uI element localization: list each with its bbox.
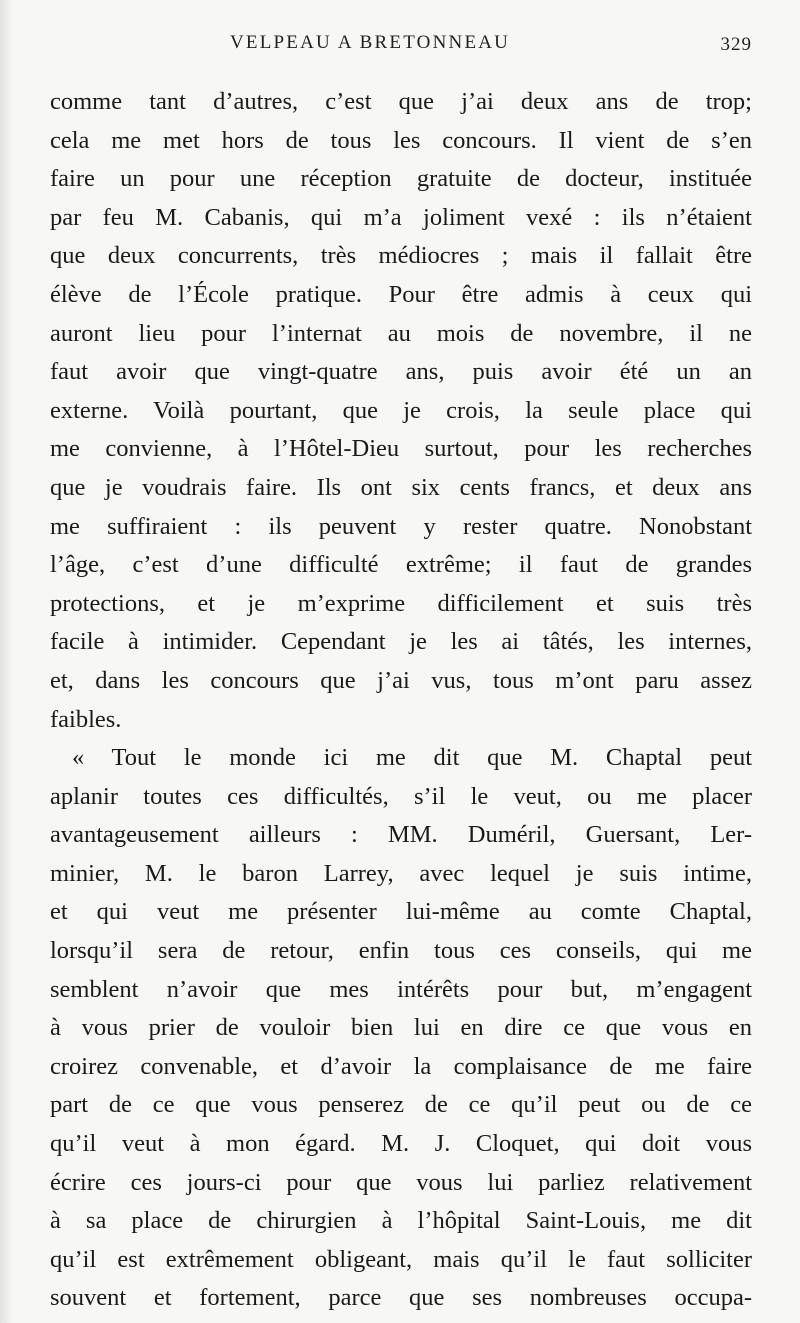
- text-line: me convienne, à l’Hôtel-Dieu surtout, pour les recherches: [50, 435, 752, 463]
- body-text: [50, 83, 752, 1318]
- text-line: et, dans les concours que j’ai vus, tous m’ont paru assez: [50, 666, 752, 694]
- text-line: externe. Voilà pourtant, que je crois, la seule place qui: [50, 396, 752, 424]
- text-line: facile à intimider. Cependant je les ai tâtés, les internes,: [50, 628, 752, 656]
- text-line: me suffiraient : ils peuvent y rester quatre. Nonobstant: [50, 512, 752, 540]
- text-line: écrire ces jours-ci pour que vous lui parliez relativement: [50, 1168, 752, 1196]
- text-line: l’âge, c’est d’une difficulté extrême; il faut de grandes: [50, 551, 752, 579]
- paragraph-end-line: faibles.: [50, 705, 122, 733]
- text-line: par feu M. Cabanis, qui m’a joliment vexé : ils n’étaient: [50, 203, 752, 231]
- text-line: protections, et je m’exprime difficilement et suis très: [50, 589, 752, 617]
- running-title: VELPEAU A BRETONNEAU: [230, 32, 511, 53]
- text-line: que je voudrais faire. Ils ont six cents francs, et deux ans: [50, 473, 752, 501]
- text-line: avantageusement ailleurs : MM. Duméril, Guersant, Ler-: [50, 821, 752, 849]
- running-head: [50, 32, 752, 62]
- text-line: faut avoir que vingt-quatre ans, puis avoir été un an: [50, 358, 752, 386]
- text-line: et qui veut me présenter lui-même au comte Chaptal,: [50, 898, 752, 926]
- text-line: lorsqu’il sera de retour, enfin tous ces conseils, qui me: [50, 937, 752, 965]
- text-line: que deux concurrents, très médiocres ; mais il fallait être: [50, 242, 752, 270]
- text-line: semblent n’avoir que mes intérêts pour but, m’engagent: [50, 975, 752, 1003]
- text-line: auront lieu pour l’internat au mois de novembre, il ne: [50, 319, 752, 347]
- text-line: part de ce que vous penserez de ce qu’il peut ou de ce: [50, 1091, 752, 1119]
- text-line: à vous prier de vouloir bien lui en dire ce que vous en: [50, 1014, 752, 1042]
- text-line: comme tant d’autres, c’est que j’ai deux ans de trop;: [50, 88, 752, 115]
- text-line: qu’il veut à mon égard. M. J. Cloquet, qui doit vous: [50, 1130, 752, 1158]
- page-number: 329: [720, 34, 752, 55]
- text-line: faire un pour une réception gratuite de docteur, instituée: [50, 165, 752, 193]
- text-line: minier, M. le baron Larrey, avec lequel je suis intime,: [50, 859, 752, 887]
- text-line: cela me met hors de tous les concours. Il vient de s’en: [50, 126, 752, 154]
- text-line: qu’il est extrêmement obligeant, mais qu’il le faut solliciter: [50, 1245, 752, 1273]
- text-line: aplanir toutes ces difficultés, s’il le veut, ou me placer: [50, 782, 752, 810]
- text-line: élève de l’École pratique. Pour être admis à ceux qui: [50, 280, 752, 308]
- text-line: à sa place de chirurgien à l’hôpital Saint-Louis, me dit: [50, 1207, 752, 1235]
- text-line: souvent et fortement, parce que ses nombreuses occupa-: [50, 1284, 752, 1312]
- paragraph-start-line: « Tout le monde ici me dit que M. Chaptal peut: [72, 744, 752, 772]
- text-line: croirez convenable, et d’avoir la complaisance de me faire: [50, 1052, 752, 1080]
